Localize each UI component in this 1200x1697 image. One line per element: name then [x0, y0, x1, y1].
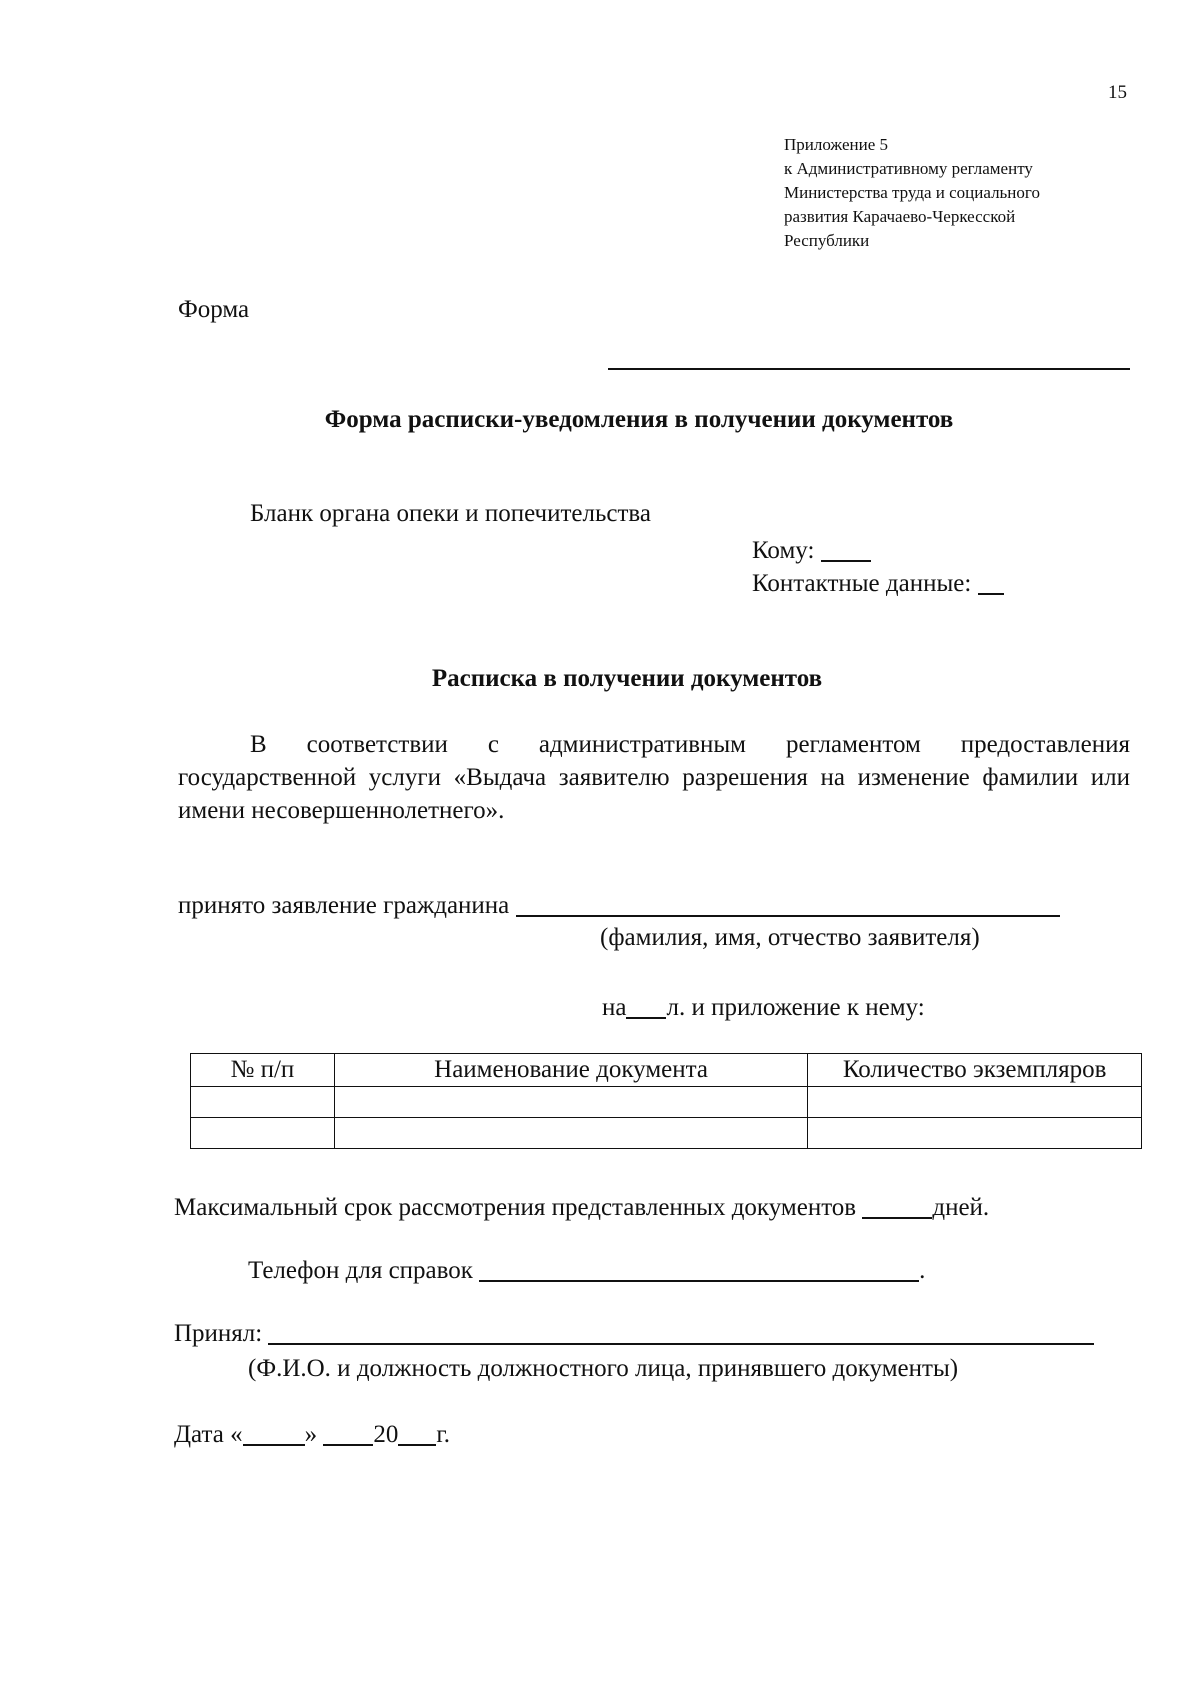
max-term-suffix: дней.: [932, 1194, 990, 1221]
max-term-label: Максимальный срок рассмотрения представленных документов: [174, 1194, 857, 1221]
date-line: [174, 1419, 450, 1449]
table-cell[interactable]: [191, 1087, 335, 1118]
appendix-line: к Административному регламенту: [784, 159, 1033, 178]
recipient-line: [752, 535, 871, 565]
blank-org-label: Бланк органа опеки и попечительства: [250, 500, 652, 527]
recipient-label: Кому:: [752, 537, 815, 564]
column-header-number: № п/п: [191, 1054, 335, 1087]
documents-table: [190, 1053, 1142, 1149]
days-field[interactable]: [862, 1192, 932, 1219]
year-field[interactable]: [398, 1419, 436, 1446]
phone-line: [248, 1255, 925, 1285]
table-row: [191, 1118, 1142, 1149]
intro-text: В соответствии с административным регламентом предоставления государственной услуги «Выдача заявителю разрешения на изменение фамилии или имени несовершеннолетнего».: [178, 731, 1130, 824]
attachment-prefix: на: [602, 994, 627, 1021]
contacts-line: [752, 568, 1004, 598]
accepted-label: принято заявление гражданина: [178, 892, 510, 919]
top-divider: [608, 368, 1130, 370]
appendix-line: развития Карачаево-Черкесской: [784, 207, 1016, 226]
page-title: Форма расписки-уведомления в получении документов: [324, 406, 954, 433]
date-quote-close: »: [304, 1421, 318, 1448]
table-cell[interactable]: [191, 1118, 335, 1149]
official-name-field[interactable]: [268, 1318, 1094, 1345]
year-suffix: г.: [436, 1421, 451, 1448]
accepted-by-label: Принял:: [174, 1320, 263, 1347]
date-label: Дата «: [174, 1421, 243, 1448]
attachment-suffix: л. и приложение к нему:: [666, 994, 925, 1021]
appendix-line: Республики: [784, 231, 870, 250]
day-field[interactable]: [243, 1419, 305, 1446]
receipt-title: Расписка в получении документов: [431, 665, 823, 692]
table-row: [191, 1087, 1142, 1118]
applicant-name-field[interactable]: [516, 890, 1060, 917]
recipient-field[interactable]: [821, 535, 871, 562]
table-cell[interactable]: [808, 1118, 1142, 1149]
year-prefix: 20: [373, 1421, 399, 1448]
intro-paragraph: [178, 728, 1130, 827]
table-cell[interactable]: [334, 1087, 807, 1118]
page-number: 15: [1108, 82, 1127, 103]
table-header-row: [191, 1054, 1142, 1087]
attachment-line: [602, 992, 925, 1022]
contacts-label: Контактные данные:: [752, 570, 972, 597]
column-header-document: Наименование документа: [334, 1054, 807, 1087]
official-name-hint: (Ф.И.О. и должность должностного лица, принявшего документы): [248, 1355, 959, 1382]
form-label: Форма: [178, 296, 250, 323]
applicant-name-hint: (фамилия, имя, отчество заявителя): [600, 924, 980, 951]
table-cell[interactable]: [808, 1087, 1142, 1118]
max-term-line: [174, 1192, 989, 1222]
appendix-line: Приложение 5: [784, 135, 888, 154]
accepted-by-line: [174, 1318, 1094, 1348]
phone-end: .: [919, 1257, 926, 1284]
sheet-count-field[interactable]: [626, 992, 666, 1019]
appendix-note: [784, 133, 1124, 253]
table-cell[interactable]: [334, 1118, 807, 1149]
month-field[interactable]: [323, 1419, 373, 1446]
appendix-line: Министерства труда и социального: [784, 183, 1040, 202]
contacts-field[interactable]: [978, 568, 1004, 595]
phone-field[interactable]: [479, 1255, 919, 1282]
phone-label: Телефон для справок: [248, 1257, 473, 1284]
accepted-line: [178, 890, 1060, 920]
column-header-copies: Количество экземпляров: [808, 1054, 1142, 1087]
